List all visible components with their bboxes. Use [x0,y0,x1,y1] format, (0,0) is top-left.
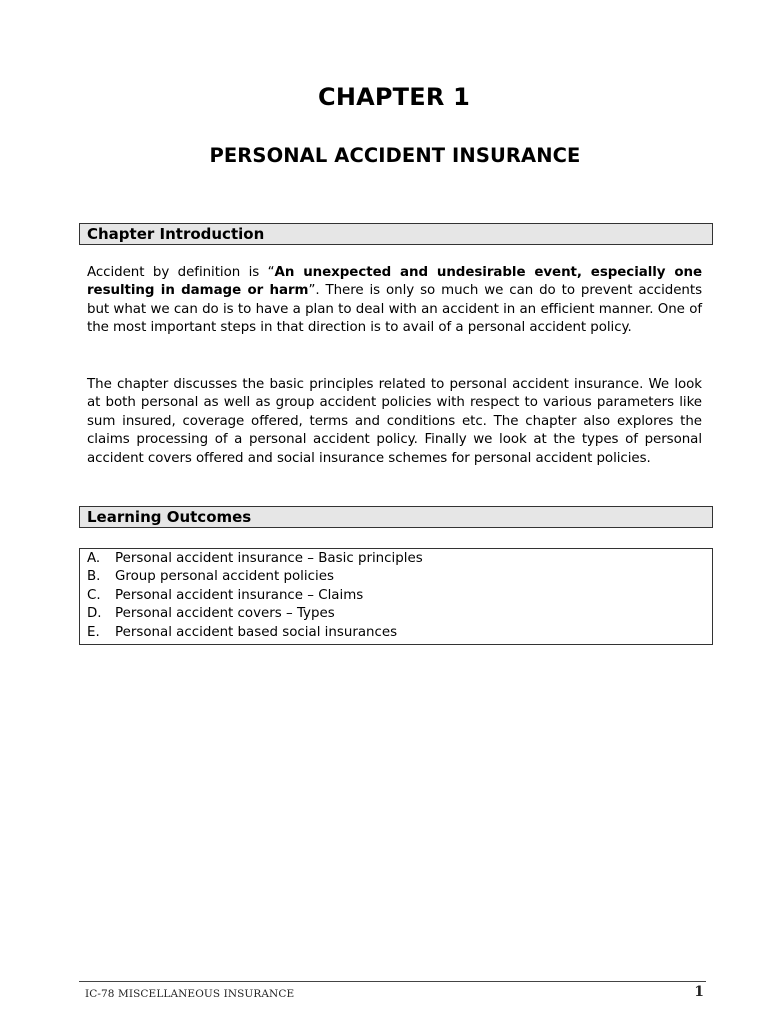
chapter-number: CHAPTER 1 [318,83,470,111]
accident-definition: An unexpected and undesirable event, especially one resulting in damage or harm [87,265,702,299]
chapter-introduction-header [79,223,713,245]
list-item-text: Personal accident insurance – Basic principles [115,551,423,566]
list-item [87,568,423,586]
list-item-letter: E. [87,624,100,640]
learning-outcomes-list [87,550,423,642]
list-item-text: Personal accident based social insurances [115,624,398,640]
list-item-letter: A. [87,551,101,566]
chapter-introduction-heading: Chapter Introduction [87,225,265,243]
learning-outcomes-heading: Learning Outcomes [87,508,252,526]
list-item-letter: C. [87,587,101,603]
intro-paragraph-1-rest: ”. There is only so much we can do to prevent accidents but what we can do is to have a plan to deal with an accident in an efficient manner. One of the most important steps in that direction is to avail of a personal accident policy. [87,283,702,336]
list-item [87,587,423,605]
list-item-letter: B. [87,569,101,585]
list-item [87,624,423,642]
footer-divider [79,981,706,982]
intro-paragraph-1-lead: Accident by definition is “ [87,265,275,280]
page-number: 1 [694,984,704,1000]
learning-outcomes-header [79,506,713,528]
list-item [87,605,423,623]
list-item-text: Personal accident covers – Types [115,606,335,622]
learning-outcomes-box [79,548,713,645]
intro-paragraph-1 [87,264,702,338]
list-item-text: Group personal accident policies [115,569,334,585]
list-item-text: Personal accident insurance – Claims [115,587,364,603]
footer-course-title: IC-78 MISCELLANEOUS INSURANCE [85,988,295,1000]
chapter-title: PERSONAL ACCIDENT INSURANCE [209,144,581,167]
list-item [87,550,423,568]
list-item-letter: D. [87,606,102,622]
intro-paragraph-2: The chapter discusses the basic principles related to personal accident insurance. We look at both personal as well as group accident policies with respect to various parameters like sum insured, coverage offered, terms and conditions etc. The chapter also explores the claims processing of a personal accident policy. Finally we look at the types of personal accident covers offered and social insurance schemes for personal accident policies. [87,377,702,466]
